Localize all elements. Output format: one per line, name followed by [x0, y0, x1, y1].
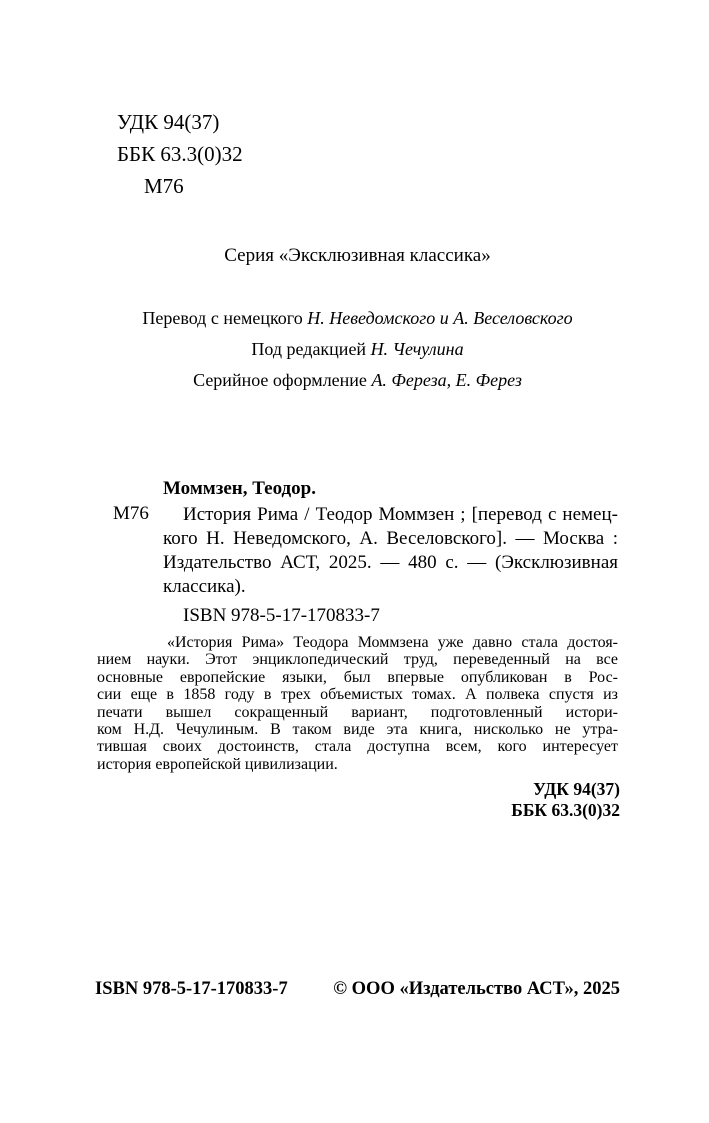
- author-sign-code: М76: [144, 174, 184, 198]
- catalog-entry-code: М76: [113, 503, 149, 524]
- classification-codes-right: [511, 779, 620, 820]
- bbk-code: ББК 63.3(0)32: [117, 142, 243, 166]
- catalog-entry-line: История Рима / Теодор Моммзен ; [перевод с немец-: [183, 504, 618, 525]
- translator-names: Н. Неведомского и А. Веселовского: [307, 308, 573, 328]
- catalog-entry-line: классика).: [163, 576, 246, 597]
- design-credit-prefix: Серийное оформление: [193, 370, 372, 390]
- annotation-paragraph: [97, 634, 618, 773]
- catalog-entry-line: кого Н. Неведомского, А. Веселовского]. — Москва :: [163, 528, 618, 549]
- editor-name: Н. Чечулина: [370, 339, 464, 359]
- series-line: Серия «Эксклюзивная классика»: [224, 245, 491, 266]
- footer-line: [95, 979, 620, 1000]
- catalog-entry-paragraph: [163, 503, 618, 599]
- annotation-line: печати вышел сокращенный вариант, подготовленный истори-: [97, 703, 618, 721]
- credits-block: [95, 303, 620, 396]
- annotation-line: ком Н.Д. Чечулиным. В таком виде эта книга, нисколько не утра-: [97, 721, 618, 739]
- annotation-line: сии еще в 1858 году в трех объемистых томах. А полвека спустя из: [97, 686, 618, 704]
- annotation-line: основные европейские языки, был впервые опубликован в Рос-: [97, 668, 618, 686]
- bbk-code-right: ББК 63.3(0)32: [511, 799, 620, 820]
- designer-names: А. Фереза, Е. Ферез: [371, 370, 522, 390]
- footer-copyright: © ООО «Издательство АСТ», 2025: [333, 979, 620, 999]
- catalog-entry-line: Издательство АСТ, 2025. — 480 с. — (Эксклюзивная: [163, 552, 618, 573]
- annotation-line: тившая своих достоинств, стала доступна всем, кого интересует: [97, 738, 618, 756]
- udk-code: УДК 94(37): [117, 110, 220, 134]
- translation-credit-prefix: Перевод с немецкого: [142, 308, 308, 328]
- design-credit: [95, 365, 620, 396]
- catalog-author-heading: Моммзен, Теодор.: [163, 478, 316, 499]
- catalog-isbn: ISBN 978-5-17-170833-7: [183, 605, 380, 626]
- udk-code-right: УДК 94(37): [533, 779, 620, 799]
- footer-isbn: ISBN 978-5-17-170833-7: [95, 979, 288, 999]
- annotation-line: нием науки. Этот энциклопедический труд, переведенный на все: [97, 651, 618, 669]
- translation-credit: [95, 303, 620, 334]
- annotation-line: «История Рима» Теодора Моммзена уже давно стала достоя-: [167, 634, 618, 651]
- classification-codes-block: [117, 106, 243, 202]
- annotation-line: история европейской цивилизации.: [97, 755, 338, 773]
- editor-credit: [95, 334, 620, 365]
- editor-credit-prefix: Под редакцией: [251, 339, 371, 359]
